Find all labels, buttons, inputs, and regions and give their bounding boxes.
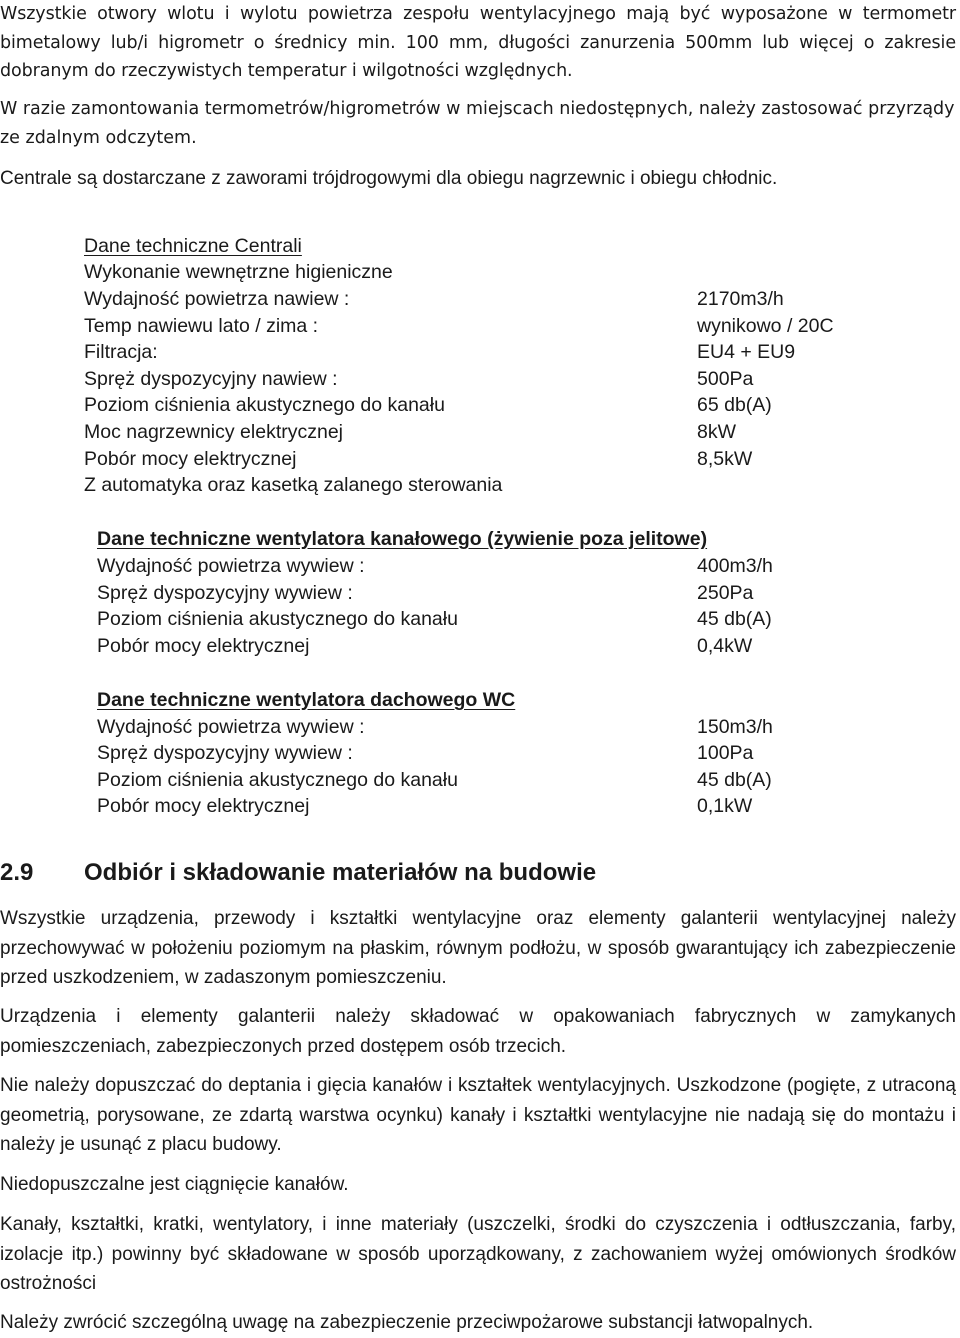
spec-label: Poziom ciśnienia akustycznego do kanału — [97, 608, 458, 630]
spec-label: Temp nawiewu lato / zima : — [84, 315, 319, 337]
spec-value: 100Pa — [697, 742, 754, 764]
section-title: Odbiór i składowanie materiałów na budowie — [84, 859, 597, 886]
spec-value: 2170m3/h — [697, 288, 784, 310]
section-paragraph: Niedopuszczalne jest ciągnięcie kanałów. — [0, 1174, 349, 1195]
spec-value: 0,1kW — [697, 795, 753, 817]
spec-value: 400m3/h — [697, 555, 773, 577]
spec-value: 150m3/h — [697, 716, 773, 738]
spec-value: 45 db(A) — [697, 608, 772, 630]
spec-value: 8,5kW — [697, 448, 753, 470]
spec-value: 45 db(A) — [697, 769, 772, 791]
section-paragraph: Należy zwrócić szczególną uwagę na zabezpieczenie przeciwpożarowe substancji łatwopalnych. — [0, 1312, 814, 1333]
section-paragraph: Wszystkie urządzenia, przewody i kształtki wentylacyjne oraz elementy galanterii wentylacyjnej należy przechowywać w położeniu poziomym na płaskim, równym podłożu, w sposób gwarantujący ich zabezpieczenie przed uszkodzeniem, w zadaszonym pomieszczeniu. — [0, 908, 956, 988]
spec-value: EU4 + EU9 — [697, 341, 796, 363]
section-paragraph: Kanały, kształtki, kratki, wentylatory, i inne materiały (uszczelki, środki do czyszczenia i odtłuszczania, farby, izolacje itp.) powinny być składowane w sposób uporządkowany, z zachowaniem wyżej omówionych środków ostrożności — [0, 1214, 956, 1294]
intro-paragraph-thermometers: Wszystkie otwory wlotu i wylotu powietrza zespołu wentylacyjnego mają być wyposażone w termometr bimetalowy lub/i higrometr o średnicy min. 100 mm, długości zanurzenia 500mm lub więcej o zakresie dobranym do rzeczywistych temperatur i wilgotności względnych. — [0, 4, 956, 81]
spec-label: Spręż dyspozycyjny wywiew : — [97, 742, 353, 764]
spec-label: Filtracja: — [84, 341, 158, 363]
duct-fan-title: Dane techniczne wentylatora kanałowego (żywienie poza jelitowe) — [97, 528, 708, 550]
intro-paragraph-remote-reading: W razie zamontowania termometrów/higrometrów w miejscach niedostępnych, należy zastosować przyrządy ze zdalnym odczytem. — [0, 99, 955, 148]
spec-label: Wydajność powietrza nawiew : — [84, 288, 350, 310]
section-number: 2.9 — [0, 859, 34, 886]
section-paragraph: Urządzenia i elementy galanterii należy składować w opakowaniach fabrycznych w zamykanych pomieszczeniach, zabezpieczonych przed dostępem osób trzecich. — [0, 1006, 956, 1057]
spec-label: Pobór mocy elektrycznej — [97, 795, 310, 817]
spec-value: 500Pa — [697, 368, 754, 390]
roof-fan-title: Dane techniczne wentylatora dachowego WC — [97, 689, 516, 711]
central-title: Dane techniczne Centrali — [84, 235, 302, 257]
section-paragraph: Nie należy dopuszczać do deptania i gięcia kanałów i kształtek wentylacyjnych. Uszkodzone (pogięte, z utraconą geometrią, porysowane, ze zdartą warstwa ocynku) kanały i kształtki wentylacyjne nie nadają się do montażu i należy je usunąć z placu budowy. — [0, 1075, 956, 1155]
spec-label: Moc nagrzewnicy elektrycznej — [84, 421, 344, 443]
spec-label: Poziom ciśnienia akustycznego do kanału — [97, 769, 458, 791]
spec-label: Poziom ciśnienia akustycznego do kanału — [84, 394, 445, 416]
spec-label: Wydajność powietrza wywiew : — [97, 716, 365, 738]
spec-label: Spręż dyspozycyjny nawiew : — [84, 368, 338, 390]
intro-paragraph-three-way-valves: Centrale są dostarczane z zaworami trójdrogowymi dla obiegu nagrzewnic i obiegu chłodnic. — [0, 168, 778, 189]
spec-value: 250Pa — [697, 582, 754, 604]
spec-value: 0,4kW — [697, 635, 753, 657]
spec-value: wynikowo / 20C — [697, 315, 834, 337]
spec-label: Pobór mocy elektrycznej — [97, 635, 310, 657]
spec-value: 8kW — [697, 421, 736, 443]
spec-label: Pobór mocy elektrycznej — [84, 448, 297, 470]
spec-value: 65 db(A) — [697, 394, 772, 416]
central-footer: Z automatyka oraz kasetką zalanego sterowania — [84, 474, 503, 496]
spec-label: Spręż dyspozycyjny wywiew : — [97, 582, 353, 604]
spec-label: Wydajność powietrza wywiew : — [97, 555, 365, 577]
central-subtitle: Wykonanie wewnętrzne higieniczne — [84, 261, 393, 283]
